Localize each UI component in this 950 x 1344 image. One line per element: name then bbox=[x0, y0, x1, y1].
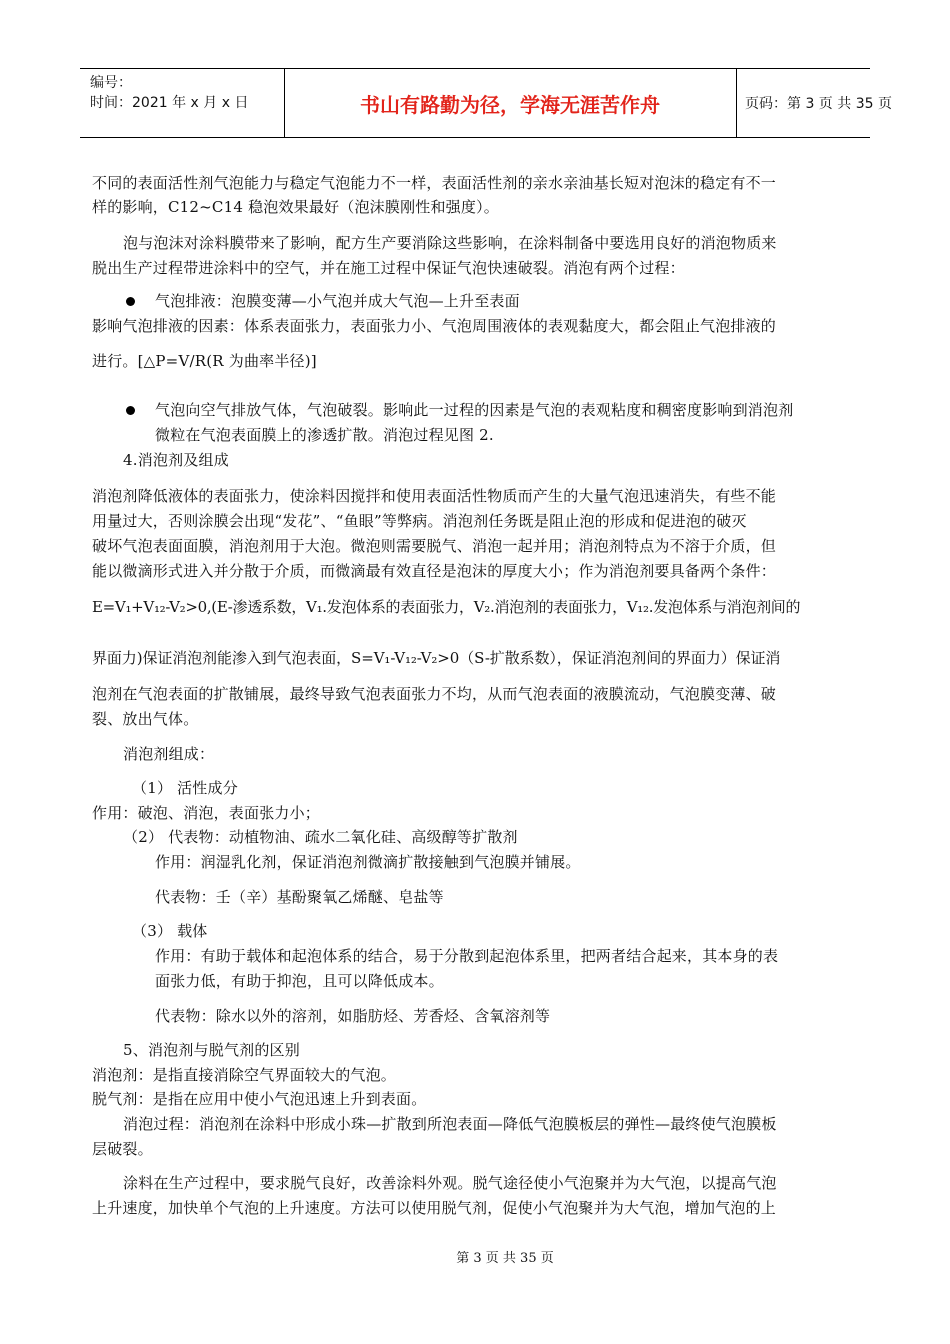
bullet-icon bbox=[126, 297, 135, 306]
header-meta bbox=[80, 69, 285, 137]
body-line: 消泡剂降低液体的表面张力，使涂料因搅拌和使用表面活性物质而产生的大量气泡迅速消失，有些不能 bbox=[92, 487, 777, 505]
body-line: 影响气泡排液的因素：体系表面张力，表面张力小、气泡周围液体的表观黏度大，都会阻止气泡排液的 bbox=[92, 317, 777, 335]
formula-line: 界面力)保证消泡剂能渗入到气泡表面，S=V₁-V₁₂-V₂>0（S-扩散系数），保证消泡剂间的界面力）保证消 bbox=[92, 649, 781, 667]
bullet-icon bbox=[126, 406, 135, 415]
bullet-item: 气泡向空气排放气体，气泡破裂。影响此一过程的因素是气泡的表观粘度和稠密度影响到消泡剂 bbox=[155, 401, 794, 419]
header-motto: 书山有路勤为径，学海无涯苦作舟 bbox=[360, 92, 660, 117]
body-line: 脱出生产过程带进涂料中的空气，并在施工过程中保证气泡快速破裂。消泡有两个过程： bbox=[92, 259, 685, 277]
body-line: 作用：破泡、消泡，表面张力小； bbox=[92, 804, 321, 822]
section-heading: 4.消泡剂及组成 bbox=[123, 451, 229, 469]
body-line: 样的影响，C12~C14 稳泡效果最好（泡沫膜刚性和强度）。 bbox=[92, 198, 499, 216]
body-line: 代表物：壬（辛）基酚聚氧乙烯醚、皂盐等 bbox=[155, 888, 444, 906]
page-header bbox=[80, 68, 892, 138]
section-heading: 5、消泡剂与脱气剂的区别 bbox=[123, 1041, 300, 1059]
body-line: 裂、放出气体。 bbox=[92, 710, 199, 728]
body-line: 作用：润湿乳化剂，保证消泡剂微滴扩散接触到气泡膜并铺展。 bbox=[155, 853, 581, 871]
bullet-item: 气泡排液：泡膜变薄—小气泡并成大气泡—上升至表面 bbox=[155, 292, 520, 310]
formula-line: E=V₁+V₁₂-V₂>0,(E-渗透系数，V₁.发泡体系的表面张力，V₂.消泡剂的表面张力，V₁₂.发泡体系与消泡剂间的 bbox=[92, 598, 801, 616]
list-item: （1） 活性成分 bbox=[132, 779, 238, 797]
body-line: 涂料在生产过程中，要求脱气良好，改善涂料外观。脱气途径使小气泡聚并为大气泡，以提高气泡 bbox=[123, 1174, 777, 1192]
header-page-label: 页码：第 3 页 共 35 页 bbox=[745, 96, 892, 112]
body-line: 消泡剂：是指直接消除空气界面较大的气泡。 bbox=[92, 1066, 397, 1084]
header-page-cell bbox=[737, 69, 892, 137]
body-line: 泡剂在气泡表面的扩散铺展，最终导致气泡表面张力不均，从而气泡表面的液膜流动，气泡膜变薄、破 bbox=[92, 685, 777, 703]
body-line: 面张力低，有助于抑泡，且可以降低成本。 bbox=[155, 972, 444, 990]
list-item: （2） 代表物：动植物油、疏水二氧化硅、高级醇等扩散剂 bbox=[123, 828, 518, 846]
list-item: （3） 载体 bbox=[132, 922, 208, 940]
body-line: 破坏气泡表面面膜，消泡剂用于大泡。微泡则需要脱气、消泡一起并用；消泡剂特点为不溶于介质，但 bbox=[92, 537, 777, 555]
body-line: 不同的表面活性剂气泡能力与稳定气泡能力不一样，表面活性剂的亲水亲油基长短对泡沫的稳定有不一 bbox=[92, 174, 777, 192]
body-line: 脱气剂：是指在应用中使小气泡迅速上升到表面。 bbox=[92, 1090, 427, 1108]
body-line: 能以微滴形式进入并分散于介质，而微滴最有效直径是泡沫的厚度大小；作为消泡剂要具备两个条件： bbox=[92, 562, 777, 580]
body-line: 进行。[△P=V/R(R 为曲率半径)] bbox=[92, 352, 317, 370]
body-line: 代表物：除水以外的溶剂，如脂肪烃、芳香烃、含氧溶剂等 bbox=[155, 1007, 551, 1025]
bullet-item-cont: 微粒在气泡表面膜上的渗透扩散。消泡过程见图 2. bbox=[155, 426, 494, 444]
body-line: 层破裂。 bbox=[92, 1140, 153, 1158]
body-line: 作用：有助于载体和起泡体系的结合，易于分散到起泡体系里，把两者结合起来，其本身的表 bbox=[155, 947, 779, 965]
body-line: 泡与泡沫对涂料膜带来了影响，配方生产要消除这些影响，在涂料制备中要选用良好的消泡物质来 bbox=[123, 234, 777, 252]
doc-date-label: 时间：2021 年 x 月 x 日 bbox=[90, 95, 249, 111]
page-footer: 第 3 页 共 35 页 bbox=[456, 1251, 554, 1266]
body-line: 上升速度，加快单个气泡的上升速度。方法可以使用脱气剂，促使小气泡聚并为大气泡，增加气泡的上 bbox=[92, 1199, 777, 1217]
doc-number-label: 编号： bbox=[90, 75, 132, 91]
header-motto-cell bbox=[284, 69, 737, 137]
subsection-heading: 消泡剂组成： bbox=[123, 745, 215, 763]
body-line: 用量过大，否则涂膜会出现“发花”、“鱼眼”等弊病。消泡剂任务既是阻止泡的形成和促进泡的破灭 bbox=[92, 512, 747, 530]
body-line: 消泡过程：消泡剂在涂料中形成小珠—扩散到所泡表面—降低气泡膜板层的弹性—最终使气泡膜板 bbox=[123, 1115, 777, 1133]
